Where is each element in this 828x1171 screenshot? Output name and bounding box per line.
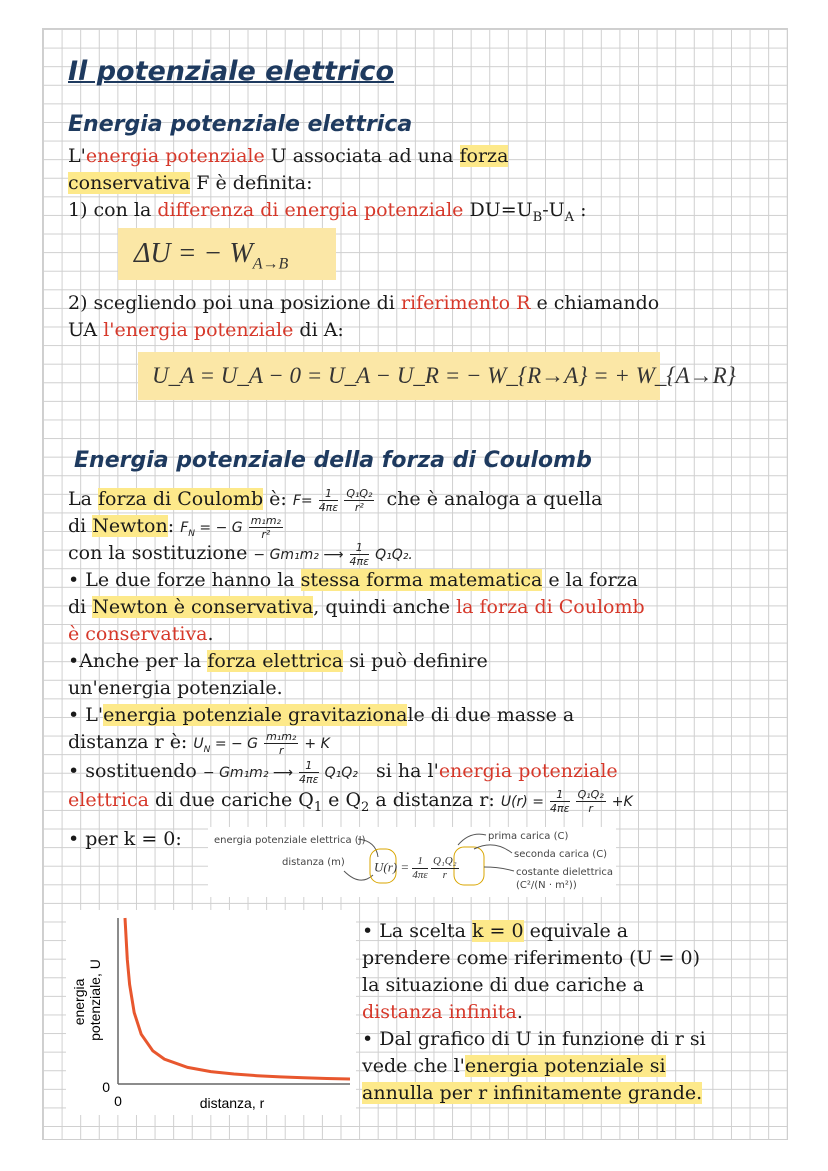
s1-line2: conservativa F è definita: xyxy=(68,172,313,194)
y-axis-label xyxy=(71,959,103,1041)
right-line2: prendere come riferimento (U = 0) xyxy=(362,947,701,969)
s1-line5: UA l'energia potenziale di A: xyxy=(68,319,344,341)
s2-b1-line1: • Le due forze hanno la stessa forma matematica e la forza xyxy=(68,569,638,591)
lbl-distanza: distanza (m) xyxy=(282,857,345,868)
potential-chart xyxy=(66,910,356,1115)
s2-p2: di Newton: $F_N$ = − G $\frac{\text{m₁m₂}}{\text{r²}}$ xyxy=(68,513,281,541)
lbl-costante-units: (C²/(N · m²)) xyxy=(516,880,577,891)
page-title: Il potenziale elettrico xyxy=(68,56,394,87)
lbl-seconda-carica: seconda carica (C) xyxy=(514,849,608,860)
lbl-costante: costante dielettrica xyxy=(516,867,614,878)
s2-p1: La forza di Coulomb è: F= $\frac{1}{4\pi\varepsilon}$ $\frac{\text{Q₁Q₂}}{\text{r²}}$ che è analoga a quella xyxy=(68,486,603,514)
s1-line3: 1) con la differenza di energia potenziale $DU=U_B-U_A$ : xyxy=(68,199,587,225)
s2-b2-line1: •Anche per la forza elettrica si può definire xyxy=(68,650,488,672)
y-tick-0: 0 xyxy=(102,1079,110,1095)
diagram-formula: U(r) = $\frac{1}{4\pi\varepsilon}$ $\frac{\text{Q₁Q₂}}{r}$ xyxy=(374,855,457,881)
s2-b1-line3: è conservativa. xyxy=(68,623,214,645)
s2-b2-line2: un'energia potenziale. xyxy=(68,677,283,699)
lbl-energia: energia potenziale elettrica (J) xyxy=(214,835,366,846)
right-line5: • Dal grafico di U in funzione di r si xyxy=(362,1028,706,1050)
s2-b3-line1: • L'energia potenziale gravitazionale di due masse a xyxy=(68,704,575,726)
s2-b3-line2: distanza r è: $U_N$ = − G $\frac{\text{m₁m₂}}{r}$ + K xyxy=(68,729,330,757)
y-axis-label-line2: potenziale, U xyxy=(87,959,103,1041)
formula-diagram xyxy=(208,827,616,897)
x-tick-0: 0 xyxy=(114,1093,122,1109)
formula-delta-u: ΔU = − $W_{A\to B}$ xyxy=(118,228,336,280)
right-line6: vede che l'energia potenziale si xyxy=(362,1055,666,1077)
formula-ua: U_A = U_A − 0 = U_A − U_R = − W_{R→A} = + W_{A→R} xyxy=(138,352,660,400)
right-line3: la situazione di due cariche a xyxy=(362,974,645,996)
s2-b4-line1: • sostituendo − Gm₁m₂ ⟶ $\frac{1}{4\pi\varepsilon}$ Q₁Q₂ si ha l'energia potenziale xyxy=(68,758,618,786)
section-heading-coulomb: Energia potenziale della forza di Coulomb xyxy=(74,448,592,473)
s1-line4: 2) scegliendo poi una posizione di riferimento R e chiamando xyxy=(68,292,660,314)
right-line1: • La scelta k = 0 equivale a xyxy=(362,920,629,942)
s1-line1: L'energia potenziale U associata ad una forza xyxy=(68,145,509,167)
s2-b5: • per k = 0: xyxy=(68,828,182,850)
s2-b1-line2: di Newton è conservativa, quindi anche la forza di Coulomb xyxy=(68,596,645,618)
s2-p3: con la sostituzione − Gm₁m₂ ⟶ $\frac{1}{4\pi\varepsilon}$ Q₁Q₂. xyxy=(68,540,413,568)
series-line xyxy=(125,918,350,1079)
section-heading-energia: Energia potenziale elettrica xyxy=(68,112,413,137)
y-axis-label-line1: energia xyxy=(71,978,87,1026)
lbl-prima-carica: prima carica (C) xyxy=(488,831,569,842)
x-axis-label: distanza, r xyxy=(199,1095,265,1111)
right-line4: distanza infinita. xyxy=(362,1001,523,1023)
chart-panel xyxy=(66,910,356,1115)
right-line7: annulla per r infinitamente grande. xyxy=(362,1082,703,1104)
s2-b4-line2: elettrica di due cariche $Q_1$ e $Q_2$ a distanza r: U(r) = $\frac{1}{4\pi\varepsilon}$ $\frac{\text{Q₁Q₂}}{r}$ +K xyxy=(68,787,633,815)
